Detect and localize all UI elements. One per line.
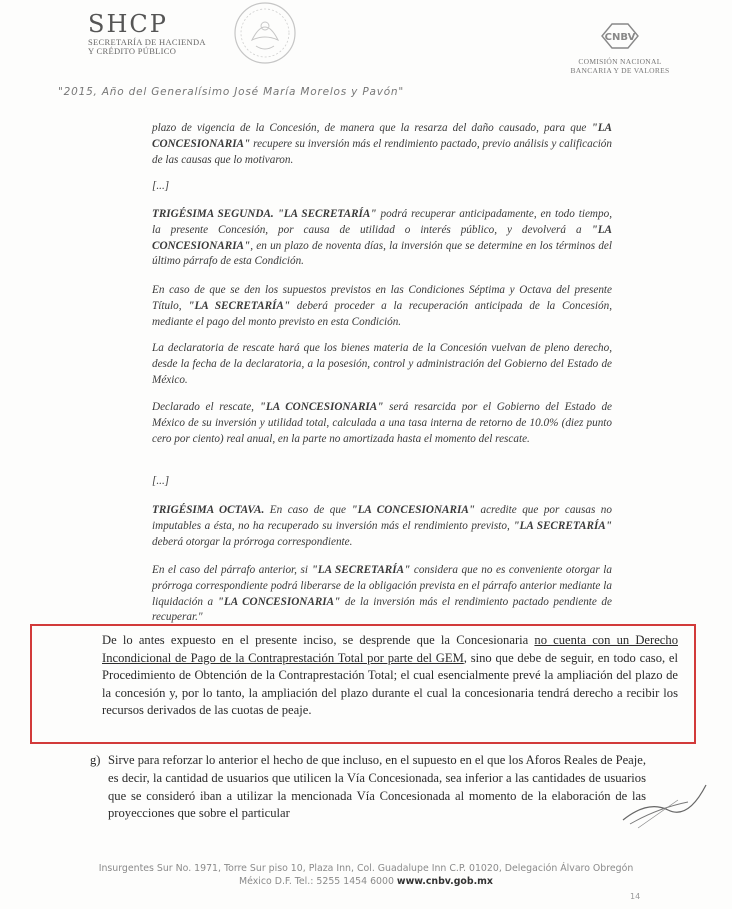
footer-website-link[interactable]: www.cnbv.gob.mx — [396, 876, 493, 887]
footer-contact: México D.F. Tel.: 5255 1454 6000 www.cnbv.gob.mx — [239, 876, 493, 887]
list-item-text: Sirve para reforzar lo anterior el hecho de que incluso, en el supuesto en el que los Aforos Reales de Peaje, es decir, la cantidad de usuarios que utilicen la Vía Concesionada, sea inferior a las cantidades de usuarios que se consideró iban a utilizar la mencionada Vía Concesionada al momento de la elaboración de las proyecciones que sobre el particular — [108, 753, 646, 821]
underlined-statement: no cuenta con un Derecho Incondicional de Pago de la Contraprestación Total por parte del GEM — [102, 633, 678, 665]
cnbv-logo-subtitle-1: COMISIÓN NACIONAL — [578, 57, 662, 66]
quote-ellipsis-2: [...] — [152, 475, 170, 487]
signature-mark — [618, 780, 708, 830]
header-motto: "2015, Año del Generalísimo José María Morelos y Pavón" — [58, 86, 405, 98]
quote-paragraph-1: plazo de vigencia de la Concesión, de manera que la resarza del daño causado, para que "LA CONCESIONARIA" recupere su inversión más el rendimiento pactado, previo análisis y calificación de las causas que lo motivaron. — [152, 122, 612, 166]
quote-paragraph-4: La declaratoria de rescate hará que los bienes materia de la Concesión vuelvan de pleno derecho, desde la fecha de la declaratoria, a la posesión, control y administración del Gobierno del Estado de México. — [152, 342, 612, 386]
quote-paragraph-5: Declarado el rescate, "LA CONCESIONARIA" será resarcida por el Gobierno del Estado de México de su inversión y utilidad total, calculada a una tasa interna de retorno de 10.0% (diez punto cero por ciento) real anual, en la parte no amortizada hasta el momento del rescate. — [152, 401, 612, 445]
shcp-logo-subtitle-1: SECRETARÍA DE HACIENDA — [88, 37, 206, 47]
quote-paragraph-2: TRIGÉSIMA SEGUNDA. "LA SECRETARÍA" podrá recuperar anticipadamente, en todo tiempo, la presente Concesión, por causa de utilidad o interés público, y devolverá a "LA CONCESIONARIA", en un plazo de noventa días, la inversión que se determine en los términos del último párrafo de esta Condición. — [152, 208, 612, 268]
quote-paragraph-6: TRIGÉSIMA OCTAVA. En caso de que "LA CONCESIONARIA" acredite que por causas no imputables a ésta, no ha recuperado su inversión más el rendimiento previsto, "LA SECRETARÍA" deberá otorgar la prórroga correspondiente. — [152, 504, 612, 548]
national-seal-icon — [232, 0, 298, 66]
cnbv-emblem-icon — [596, 20, 644, 52]
footer — [56, 862, 676, 888]
list-item-g — [90, 752, 646, 823]
shcp-logo-subtitle-2: Y CRÉDITO PÚBLICO — [88, 46, 177, 56]
shcp-logo-title: SHCP — [88, 10, 168, 38]
shcp-logo — [88, 10, 208, 56]
conclusion-paragraph: De lo antes expuesto en el presente inciso, se desprende que la Concesionaria no cuenta con un Derecho Incondicional de Pago de la Contraprestación Total por parte del GEM, sino que debe de seguir, en todo caso, el Procedimiento de Obtención de la Contraprestación Total; el cual esencialmente prevé la ampliación del plazo de la concesión y, por lo tanto, la ampliación del plazo durante el cual la concesionaria tendrá derecho a recibir los recursos derivados de las cuotas de peaje. — [102, 633, 678, 718]
list-item-letter: g) — [90, 753, 101, 767]
footer-address: Insurgentes Sur No. 1971, Torre Sur piso 10, Plaza Inn, Col. Guadalupe Inn C.P. 01020, Delegación Álvaro Obregón — [98, 863, 634, 874]
quote-paragraph-7: En el caso del párrafo anterior, si "LA SECRETARÍA" considera que no es conveniente otorgar la prórroga correspondiente podrá liberarse de la obligación prevista en el párrafo anterior mediante la liquidación a "LA CONCESIONARIA" de la inversión más el rendimiento pactado pendiente de recuperar." — [152, 564, 612, 624]
cnbv-logo — [560, 20, 680, 75]
quote-ellipsis-1: [...] — [152, 180, 170, 192]
page-number: 14 — [630, 892, 641, 901]
cnbv-emblem-label: CNBV — [604, 32, 636, 43]
cnbv-logo-subtitle-2: BANCARIA Y DE VALORES — [570, 66, 670, 75]
quote-paragraph-3: En caso de que se den los supuestos previstos en las Condiciones Séptima y Octava del presente Título, "LA SECRETARÍA" deberá proceder a la recuperación anticipada de la Concesión, mediante el pago del monto previsto en esta Condición. — [152, 284, 612, 328]
